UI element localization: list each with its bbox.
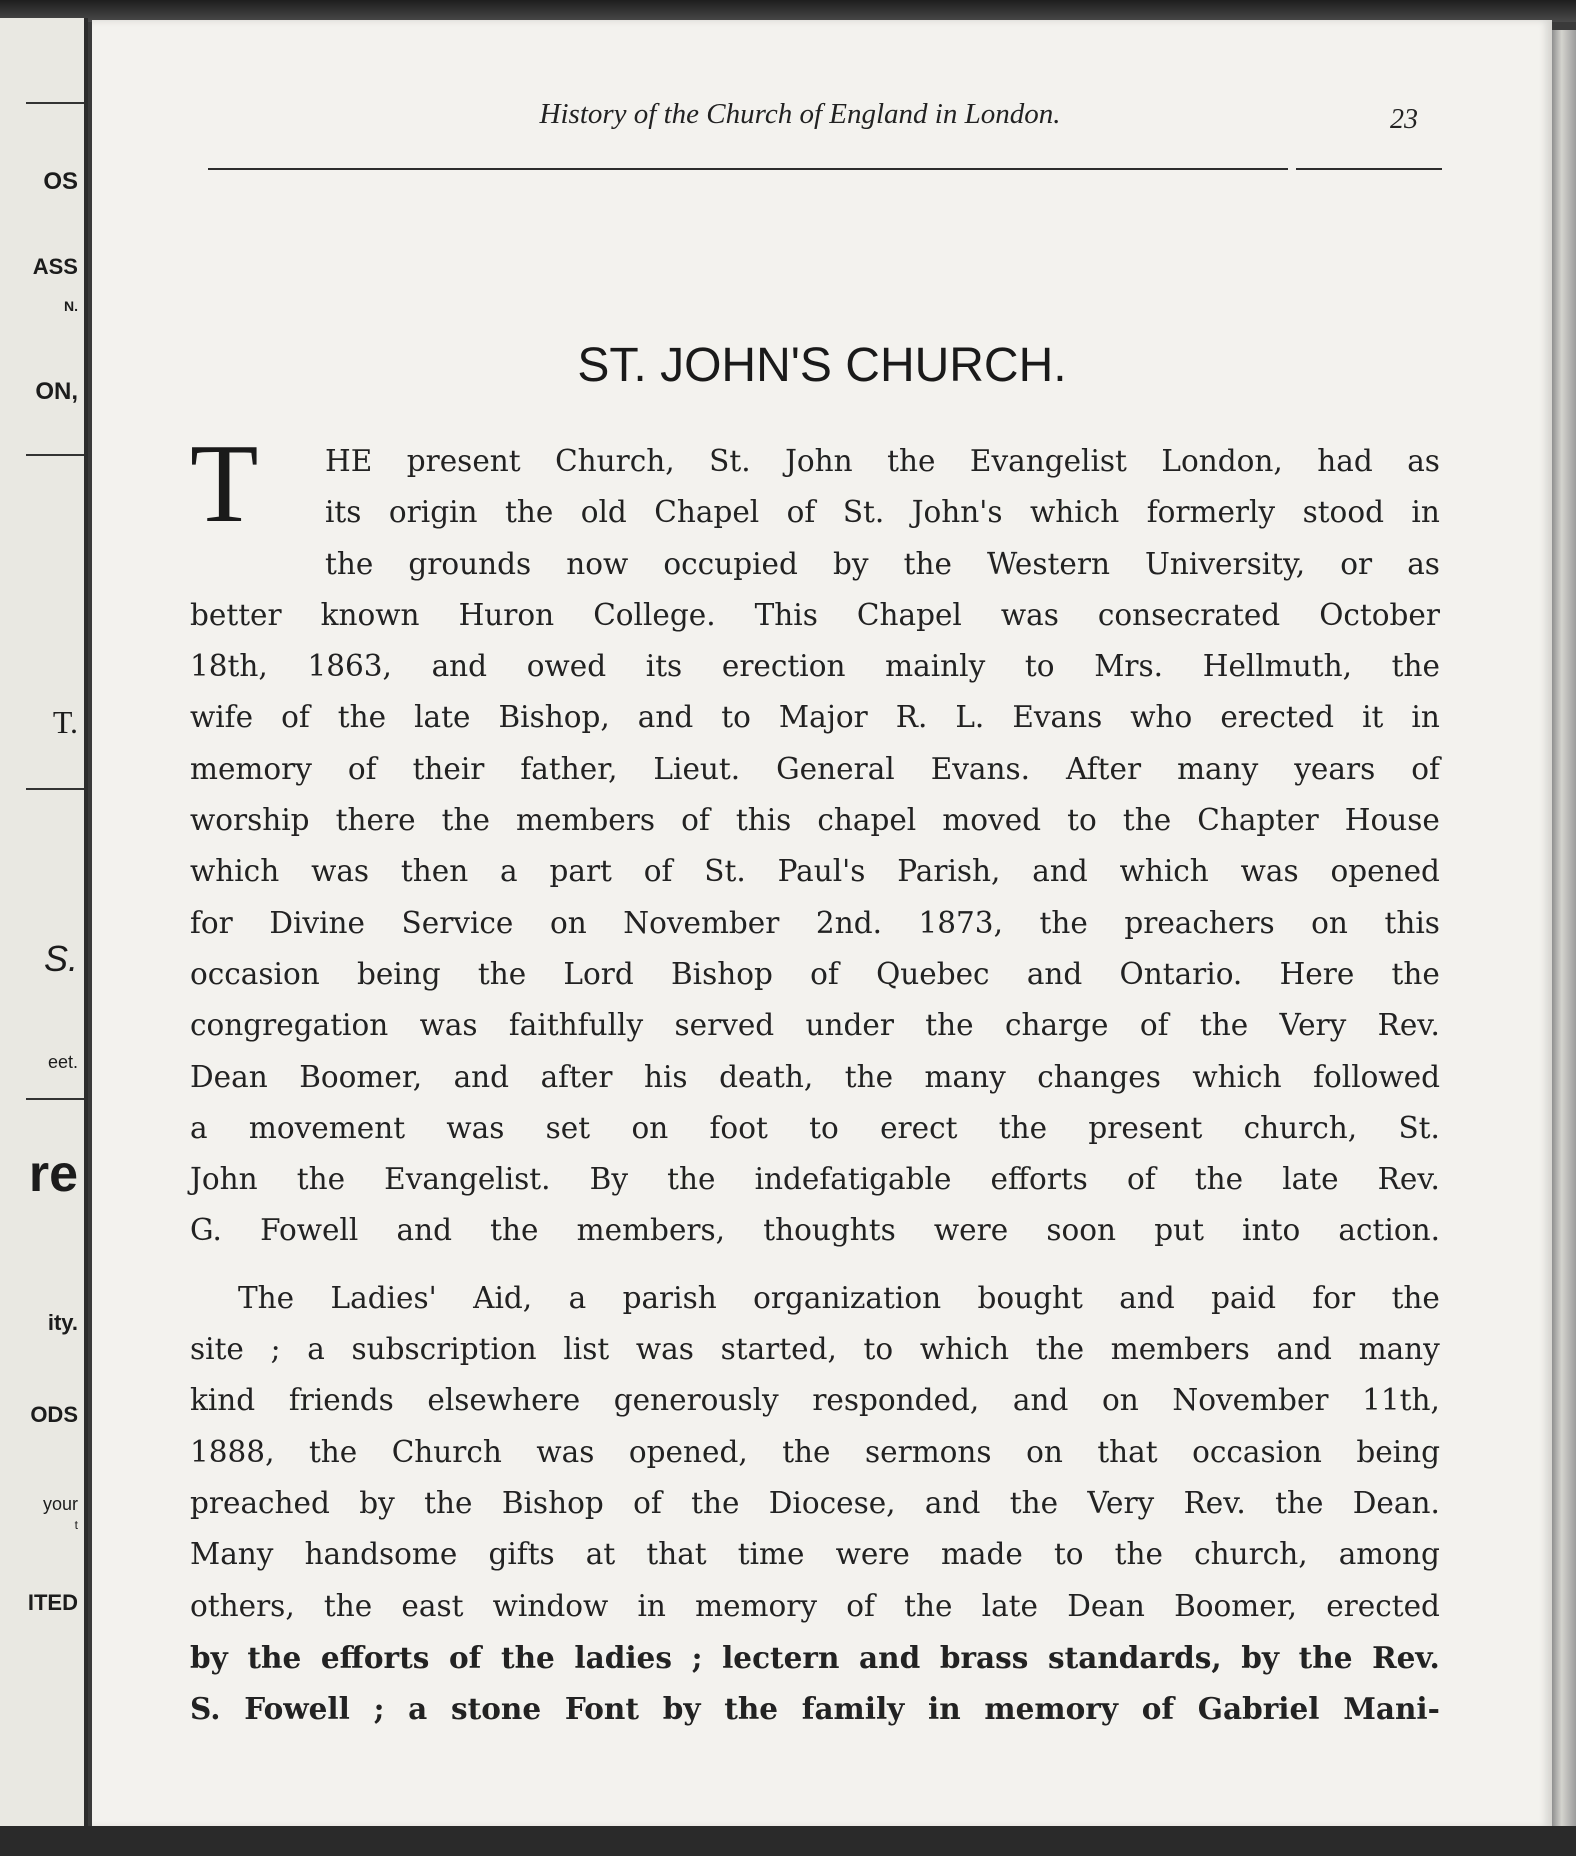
text-line: its origin the old Chapel of St. John's which formerly stood in [325,495,1440,530]
text-line: John the Evangelist. By the indefatigable efforts of the late Rev. [190,1162,1440,1197]
text-line: a movement was set on foot to erect the present church, St. [190,1110,1440,1145]
facing-page-fragment: T. [52,704,78,740]
text-line: better known Huron College. This Chapel was consecrated October [190,597,1440,632]
facing-page-fragment: your [42,1494,78,1514]
facing-page-rule [26,454,84,456]
text-line: HE present Church, St. John the Evangelist London, had as [325,444,1440,478]
text-line: 1888, the Church was opened, the sermons on that occasion being [190,1434,1440,1469]
text-line: the grounds now occupied by the Western University, or as [325,546,1440,581]
text-line: 18th, 1863, and owed its erection mainly to Mrs. Hellmuth, the [190,649,1440,684]
text-line: The Ladies' Aid, a parish organization bought and paid for the [238,1280,1440,1315]
facing-page-fragment: re [28,1145,78,1203]
text-line: preached by the Bishop of the Diocese, and the Very Rev. the Dean. [190,1485,1440,1520]
facing-page-fragment: N. [64,298,78,314]
text-line: G. Fowell and the members, thoughts were soon put into action. [190,1213,1440,1248]
page-number: 23 [1390,104,1418,135]
text-line: congregation was faithfully served under the charge of the Very Rev. [190,1008,1440,1043]
text-line: which was then a part of St. Paul's Parish, and which was opened [190,854,1440,889]
article-title: ST. JOHN'S CHURCH. [577,339,1067,392]
facing-page-fragment: ity. [47,1310,78,1335]
header-rule [208,168,1288,170]
text-line: others, the east window in memory of the late Dean Boomer, erected [190,1588,1440,1623]
facing-page-rule [26,788,84,790]
facing-page-fragment: S. [43,938,78,979]
facing-page-rule [26,102,84,104]
text-line: S. Fowell ; a stone Font by the family in memory of Gabriel Mani- [190,1691,1440,1727]
facing-page-fragment: t [74,1518,78,1532]
facing-page-fragment: eet. [47,1052,78,1072]
running-title: History of the Church of England in London. [539,98,1061,130]
text-line: Dean Boomer, and after his death, the many changes which followed [190,1059,1440,1094]
scan-bottom-shadow [0,1826,1576,1856]
page-stack-edge [1552,30,1576,1830]
facing-page-edge [0,18,88,1838]
facing-page-fragment: OS [43,168,78,195]
text-line: wife of the late Bishop, and to Major R. L. Evans who erected it in [190,700,1440,735]
text-line: kind friends elsewhere generously responded, and on November 11th, [190,1383,1440,1418]
paragraph-2 [190,1273,1440,1735]
text-line: for Divine Service on November 2nd. 1873, the preachers on this [190,905,1440,940]
text-line: by the efforts of the ladies ; lectern and brass standards, by the Rev. [190,1639,1440,1675]
facing-page-fragment: ASS [32,254,78,279]
facing-page-fragment: ODS [30,1402,78,1427]
text-line: site ; a subscription list was started, to which the members and many [190,1332,1440,1367]
paragraph-1 [190,422,1440,1257]
scan-top-shadow [0,0,1576,22]
header-rule [1296,168,1442,170]
text-line: occasion being the Lord Bishop of Quebec and Ontario. Here the [190,956,1440,991]
drop-cap: T [190,422,259,546]
facing-page-rule [26,1098,84,1100]
text-line: memory of their father, Lieut. General Evans. After many years of [190,751,1440,786]
facing-page-fragment: ITED [27,1590,78,1615]
facing-page-fragment: ON, [35,378,78,405]
article-body [190,422,1440,1734]
text-line: Many handsome gifts at that time were made to the church, among [190,1537,1440,1572]
text-line: worship there the members of this chapel moved to the Chapter House [190,803,1440,838]
